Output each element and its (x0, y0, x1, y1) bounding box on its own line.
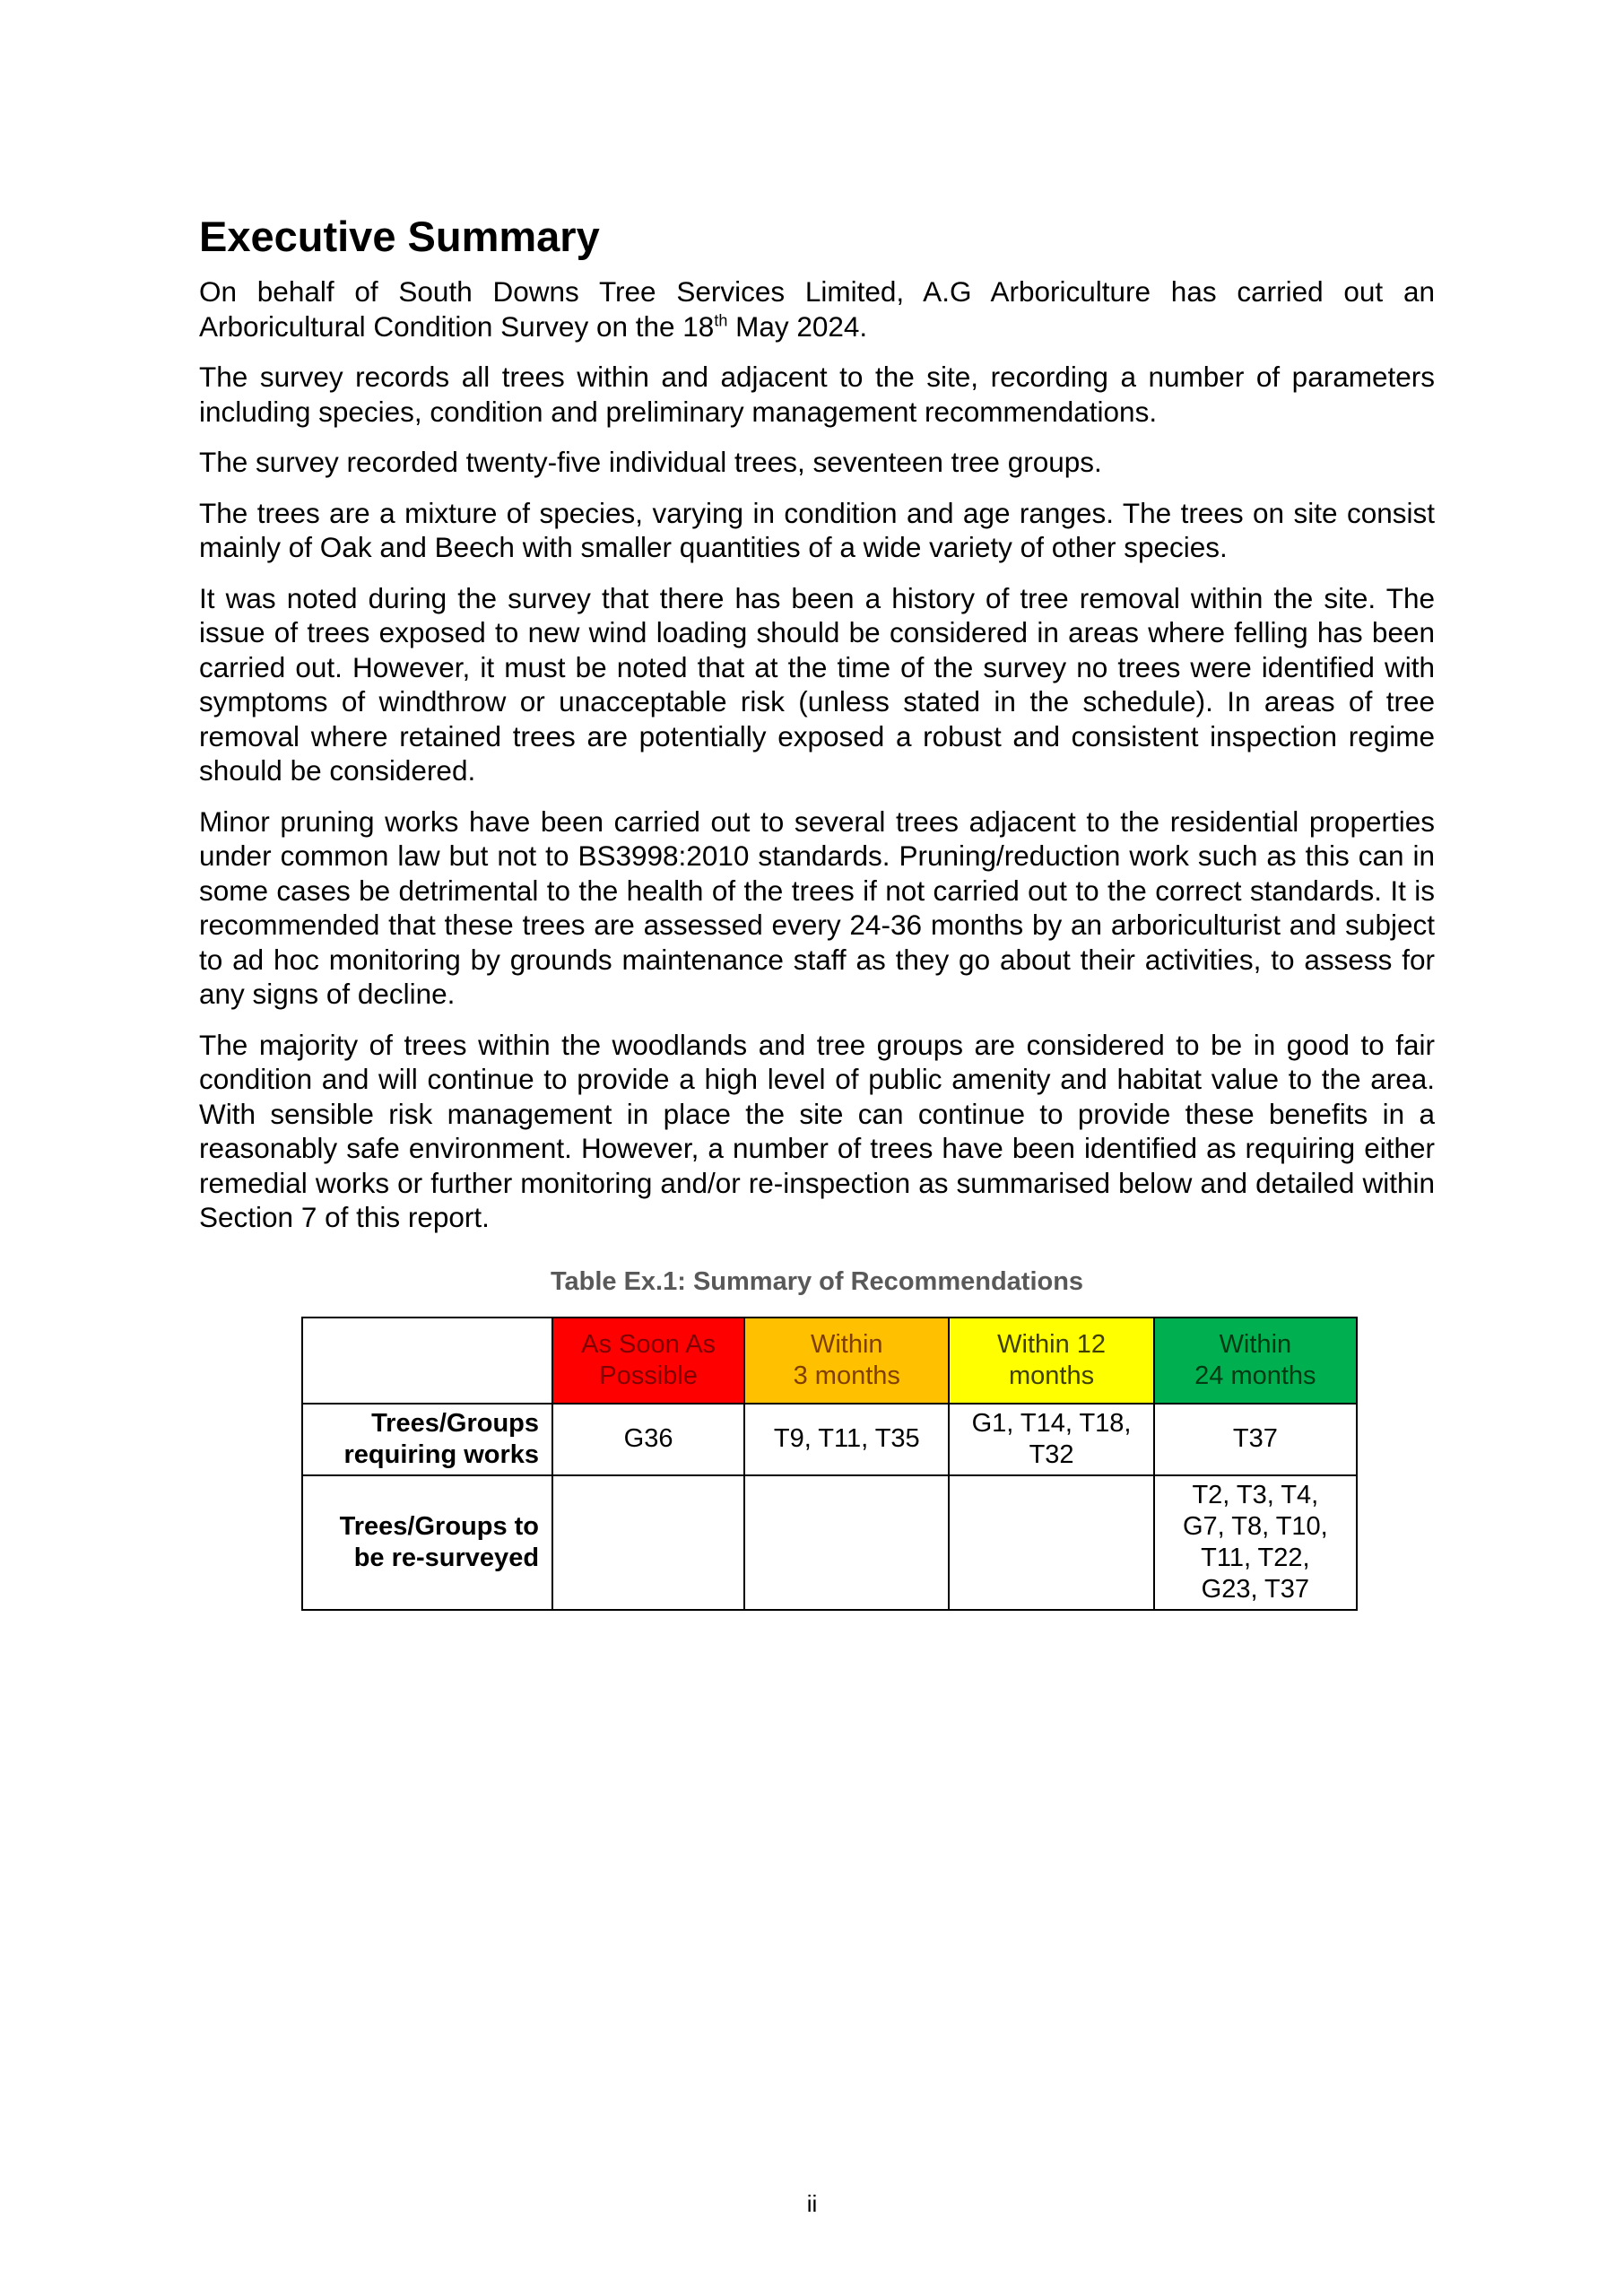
cell-works-12-months-line2: T32 (1029, 1439, 1074, 1469)
header-3-months (744, 1318, 949, 1404)
row-label-resurvey-line1: Trees/Groups to (339, 1511, 540, 1541)
cell-works-12-months (949, 1404, 1153, 1475)
header-24-months-line2: 24 months (1194, 1361, 1316, 1390)
header-12-months (949, 1318, 1153, 1404)
paragraph-intro (199, 274, 1435, 344)
table-header-row (302, 1318, 1357, 1404)
row-label-resurvey (302, 1475, 552, 1610)
header-asap (552, 1318, 744, 1404)
cell-resurvey-24-months-line2: G7, T8, T10, (1182, 1511, 1328, 1541)
cell-works-3-months: T9, T11, T35 (744, 1404, 949, 1475)
row-label-resurvey-line2: be re-surveyed (353, 1543, 540, 1572)
cell-works-asap: G36 (552, 1404, 744, 1475)
cell-works-24-months: T37 (1154, 1404, 1357, 1475)
header-asap-line2: Possible (599, 1361, 698, 1390)
cell-resurvey-24-months (1154, 1475, 1357, 1610)
header-3-months-line2: 3 months (793, 1361, 900, 1390)
paragraph-species: The trees are a mixture of species, varying in condition and age ranges. The trees on site consist mainly of Oak and Beech with smaller quantities of a wide variety of other species. (199, 496, 1435, 563)
header-3-months-line1: Within (810, 1329, 883, 1359)
table-caption: Table Ex.1: Summary of Recommendations (550, 1266, 1084, 1296)
paragraph-intro-date: May 2024. (727, 309, 868, 343)
row-label-works-line2: requiring works (343, 1439, 540, 1469)
cell-resurvey-24-months-line1: T2, T3, T4, (1192, 1480, 1319, 1509)
header-24-months (1154, 1318, 1357, 1404)
header-asap-line1: As Soon As (581, 1329, 716, 1359)
page-title: Executive Summary (199, 213, 600, 260)
cell-works-12-months-line1: G1, T14, T18, (971, 1408, 1132, 1438)
cell-resurvey-asap (552, 1475, 744, 1610)
paragraph-tree-removal: It was noted during the survey that there has been a history of tree removal within the site. The issue of trees exposed to new wind loading should be considered in areas where felling has been carried out. However, it must be noted that at the time of the survey no trees were identified with symptoms of windthrow or unacceptable risk (unless stated in the schedule). In areas of tree removal where retained trees are potentially exposed a robust and consistent inspection regime should be considered. (199, 581, 1435, 787)
paragraph-condition: The majority of trees within the woodlands and tree groups are considered to be in good to fair condition and will continue to provide a high level of public amenity and habitat value to the area. With sensible risk management in place the site can continue to provide these benefits in a reasonably safe environment. However, a number of trees have been identified as requiring either remedial works or further monitoring and/or re-inspection as summarised below and detailed within Section 7 of this report. (199, 1028, 1435, 1233)
cell-resurvey-24-months-line3: T11, T22, (1201, 1543, 1310, 1572)
recommendations-table (301, 1317, 1358, 1611)
header-12-months-line1: Within 12 (997, 1329, 1107, 1359)
date-ordinal-suffix: th (714, 311, 728, 329)
table-row (302, 1475, 1357, 1610)
row-label-works-line1: Trees/Groups (371, 1408, 540, 1438)
header-24-months-line1: Within (1219, 1329, 1292, 1359)
paragraph-pruning: Minor pruning works have been carried out to several trees adjacent to the residential properties under common law but not to BS3998:2010 standards. Pruning/reduction work such as this can in some cases be detrimental to the health of the trees if not carried out to the correct standards. It is recommended that these trees are assessed every 24-36 months by an arboriculturist and subject to ad hoc monitoring by grounds maintenance staff as they go about their activities, to assess for any signs of decline. (199, 804, 1435, 1010)
table-row (302, 1404, 1357, 1475)
cell-resurvey-12-months (949, 1475, 1153, 1610)
row-label-works (302, 1404, 552, 1475)
paragraph-intro-text: On behalf of South Downs Tree Services Limited, A.G Arboriculture has carried out an Arboricultural Condition Survey on the 18 (199, 275, 1435, 343)
cell-resurvey-24-months-line4: G23, T37 (1201, 1574, 1310, 1604)
table-corner-cell (302, 1318, 552, 1404)
page-number: ii (806, 2190, 818, 2217)
paragraph-survey-count: The survey recorded twenty-five individual trees, seventeen tree groups. (199, 446, 1102, 478)
paragraph-survey-scope: The survey records all trees within and adjacent to the site, recording a number of parameters including species, condition and preliminary management recommendations. (199, 361, 1435, 428)
document-page (199, 212, 1435, 1611)
cell-resurvey-3-months (744, 1475, 949, 1610)
header-12-months-line2: months (1009, 1361, 1095, 1390)
